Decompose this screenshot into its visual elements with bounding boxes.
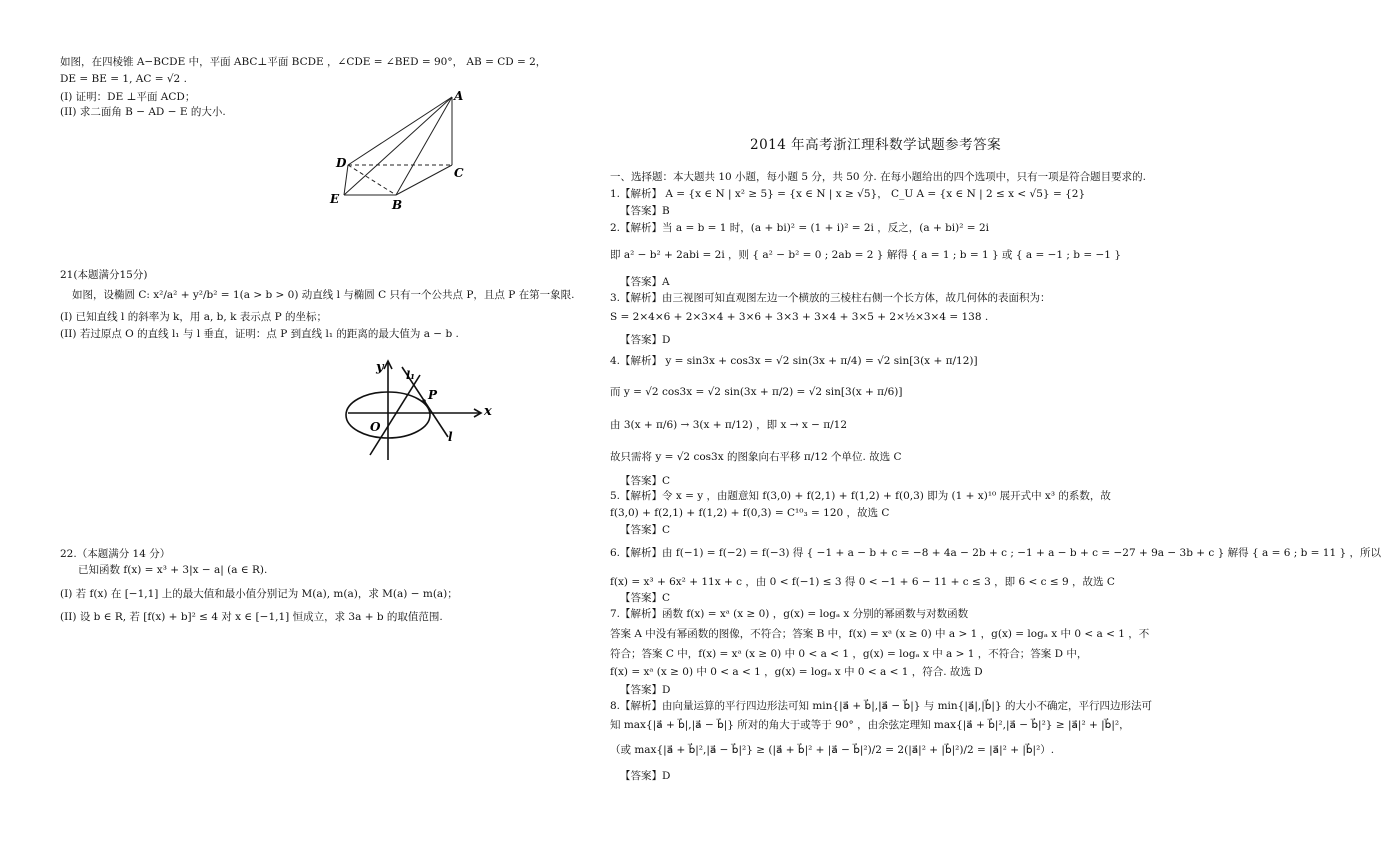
ellipse-figure — [340, 355, 540, 465]
q4-analysis-1: 4.【解析】 y = sin3x + cos3x = √2 sin(3x + π/4) = √2 sin[3(x + π/12)] — [610, 355, 978, 367]
q21-line-1: 如图，设椭圆 C: x²/a² + y²/b² = 1(a > b > 0) 动直线 l 与椭圆 C 只有一个公共点 P，且点 P 在第一象限. — [72, 289, 575, 301]
q6-analysis-1: 6.【解析】由 f(−1) = f(−2) = f(−3) 得 { −1 + a − b + c = −8 + 4a − 2b + c ; −1 + a − b + c = −27 + 9a − 3b + c } 解得 { a = 6 ; b = 11 } ，所以 — [610, 547, 1381, 559]
q22-part-2: (II) 设 b ∈ R, 若 [f(x) + b]² ≤ 4 对 x ∈ [−1,1] 恒成立，求 3a + b 的取值范围. — [60, 611, 443, 623]
q6-analysis-2: f(x) = x³ + 6x² + 11x + c ，由 0 < f(−1) ≤ 3 得 0 < −1 + 6 − 11 + c ≤ 3 ，即 6 < c ≤ 9 ，故选 C — [610, 576, 1115, 588]
q5-analysis-1: 5.【解析】令 x = y ，由题意知 f(3,0) + f(2,1) + f(1,2) + f(0,3) 即为 (1 + x)¹⁰ 展开式中 x³ 的系数，故 — [610, 490, 1111, 502]
q22-part-1: (I) 若 f(x) 在 [−1,1] 上的最大值和最小值分别记为 M(a), m(a)，求 M(a) − m(a)； — [60, 588, 458, 600]
q5-answer: 【答案】C — [620, 524, 671, 536]
q7-answer: 【答案】D — [620, 684, 671, 696]
q3-analysis-2: S = 2×4×6 + 2×3×4 + 3×6 + 3×3 + 3×4 + 3×5 + 2×½×3×4 = 138 . — [610, 311, 989, 323]
q20-part-2: (II) 求二面角 B − AD − E 的大小. — [60, 106, 226, 118]
q7-analysis-3: 符合；答案 C 中，f(x) = xᵃ (x ≥ 0) 中 0 < a < 1 ，g(x) = logₐ x 中 a > 1 ，不符合；答案 D 中， — [610, 648, 1088, 660]
q5-analysis-2: f(3,0) + f(2,1) + f(1,2) + f(0,3) = C¹⁰₃ = 120 ，故选 C — [610, 507, 890, 519]
label-P: P — [428, 388, 438, 402]
q8-analysis-1: 8.【解析】由向量运算的平行四边形法可知 min{|a⃗ + b⃗|,|a⃗ − b⃗|} 与 min{|a⃗|,|b⃗|} 的大小不确定，平行四边形法可 — [610, 700, 1152, 712]
line-l1 — [370, 375, 420, 455]
q21-part-1: (I) 已知直线 l 的斜率为 k，用 a, b, k 表示点 P 的坐标； — [60, 311, 328, 323]
edge-AE — [344, 97, 452, 195]
q20-part-1: (I) 证明：DE ⊥平面 ACD； — [60, 91, 196, 103]
q4-analysis-3: 由 3(x + π/6) → 3(x + π/12) ，即 x → x − π/12 — [610, 419, 848, 431]
q3-analysis-1: 3.【解析】由三视图可知直观图左边一个横放的三棱柱右侧一个长方体，故几何体的表面积为： — [610, 292, 1051, 304]
pyramid-figure — [330, 85, 530, 215]
label-O: O — [370, 420, 381, 434]
q1-answer: 【答案】B — [620, 205, 670, 217]
q8-answer: 【答案】D — [620, 770, 671, 782]
q4-answer: 【答案】C — [620, 475, 671, 487]
q20-line-2: DE = BE = 1, AC = √2 . — [60, 73, 187, 85]
label-D: D — [336, 156, 347, 170]
q7-analysis-2: 答案 A 中没有幂函数的图像，不符合；答案 B 中，f(x) = xᵃ (x ≥ 0) 中 a > 1 ，g(x) = logₐ x 中 0 < a < 1 ，不 — [610, 628, 1150, 640]
point-p — [422, 399, 426, 403]
q22-line-1: 已知函数 f(x) = x³ + 3|x − a| (a ∈ R). — [78, 564, 268, 576]
label-x: x — [484, 404, 492, 419]
label-C: C — [454, 166, 464, 180]
q7-analysis-1: 7.【解析】函数 f(x) = xᵃ (x ≥ 0) ，g(x) = logₐ x 分别的幂函数与对数函数 — [610, 608, 969, 620]
q20-line-1: 如图，在四棱锥 A−BCDE 中，平面 ABC⊥平面 BCDE ，∠CDE = ∠BED = 90°， AB = CD = 2， — [60, 56, 547, 68]
q4-analysis-4: 故只需将 y = √2 cos3x 的图象向右平移 π/12 个单位. 故选 C — [610, 451, 902, 463]
edge-AD — [348, 97, 452, 165]
q8-analysis-2: 知 max{|a⃗ + b⃗|,|a⃗ − b⃗|} 所对的角大于或等于 90° ，由余弦定理知 max{|a⃗ + b⃗|²,|a⃗ − b⃗|²} ≥ |a⃗|² + |b⃗|²， — [610, 719, 1130, 731]
q3-answer: 【答案】D — [620, 334, 671, 346]
q21-heading: 21(本题满分15分) — [60, 269, 148, 281]
q7-analysis-4: f(x) = xᵃ (x ≥ 0) 中 0 < a < 1 ，g(x) = logₐ x 中 0 < a < 1 ，符合. 故选 D — [610, 666, 983, 678]
q22-heading: 22.（本题满分 14 分） — [60, 548, 171, 560]
label-l1: l₁ — [406, 369, 415, 382]
label-A: A — [454, 89, 464, 103]
label-y: y — [376, 360, 384, 375]
q2-answer: 【答案】A — [620, 276, 670, 288]
answers-title: 2014 年高考浙江理科数学试题参考答案 — [750, 137, 1002, 153]
q1-analysis: 1.【解析】 A = {x ∈ N | x² ≥ 5} = {x ∈ N | x ≥ √5}， C_U A = {x ∈ N | 2 ≤ x < √5} = {2} — [610, 188, 1086, 200]
label-l: l — [448, 430, 453, 444]
section-intro: 一、选择题：本大题共 10 小题，每小题 5 分，共 50 分. 在每小题给出的四个选项中，只有一项是符合题目要求的. — [610, 171, 1146, 183]
q21-part-2: (II) 若过原点 O 的直线 l₁ 与 l 垂直，证明：点 P 到直线 l₁ 的距离的最大值为 a − b . — [60, 328, 459, 340]
q4-analysis-2: 而 y = √2 cos3x = √2 sin(3x + π/2) = √2 sin[3(x + π/6)] — [610, 386, 903, 398]
q8-analysis-3: （或 max{|a⃗ + b⃗|²,|a⃗ − b⃗|²} ≥ (|a⃗ + b⃗|² + |a⃗ − b⃗|²)/2 = 2(|a⃗|² + |b⃗|²)/2 = |a⃗|² + |b⃗|²）. — [610, 744, 1055, 756]
label-E: E — [330, 192, 340, 206]
q2-analysis-1: 2.【解析】当 a = b = 1 时，(a + bi)² = (1 + i)² = 2i ，反之，(a + bi)² = 2i — [610, 222, 989, 234]
q6-answer: 【答案】C — [620, 592, 671, 604]
q2-analysis-2: 即 a² − b² + 2abi = 2i ，则 { a² − b² = 0 ; 2ab = 2 } 解得 { a = 1 ; b = 1 } 或 { a = −1 ; b = −1 } — [610, 249, 1122, 261]
label-B: B — [392, 198, 403, 212]
